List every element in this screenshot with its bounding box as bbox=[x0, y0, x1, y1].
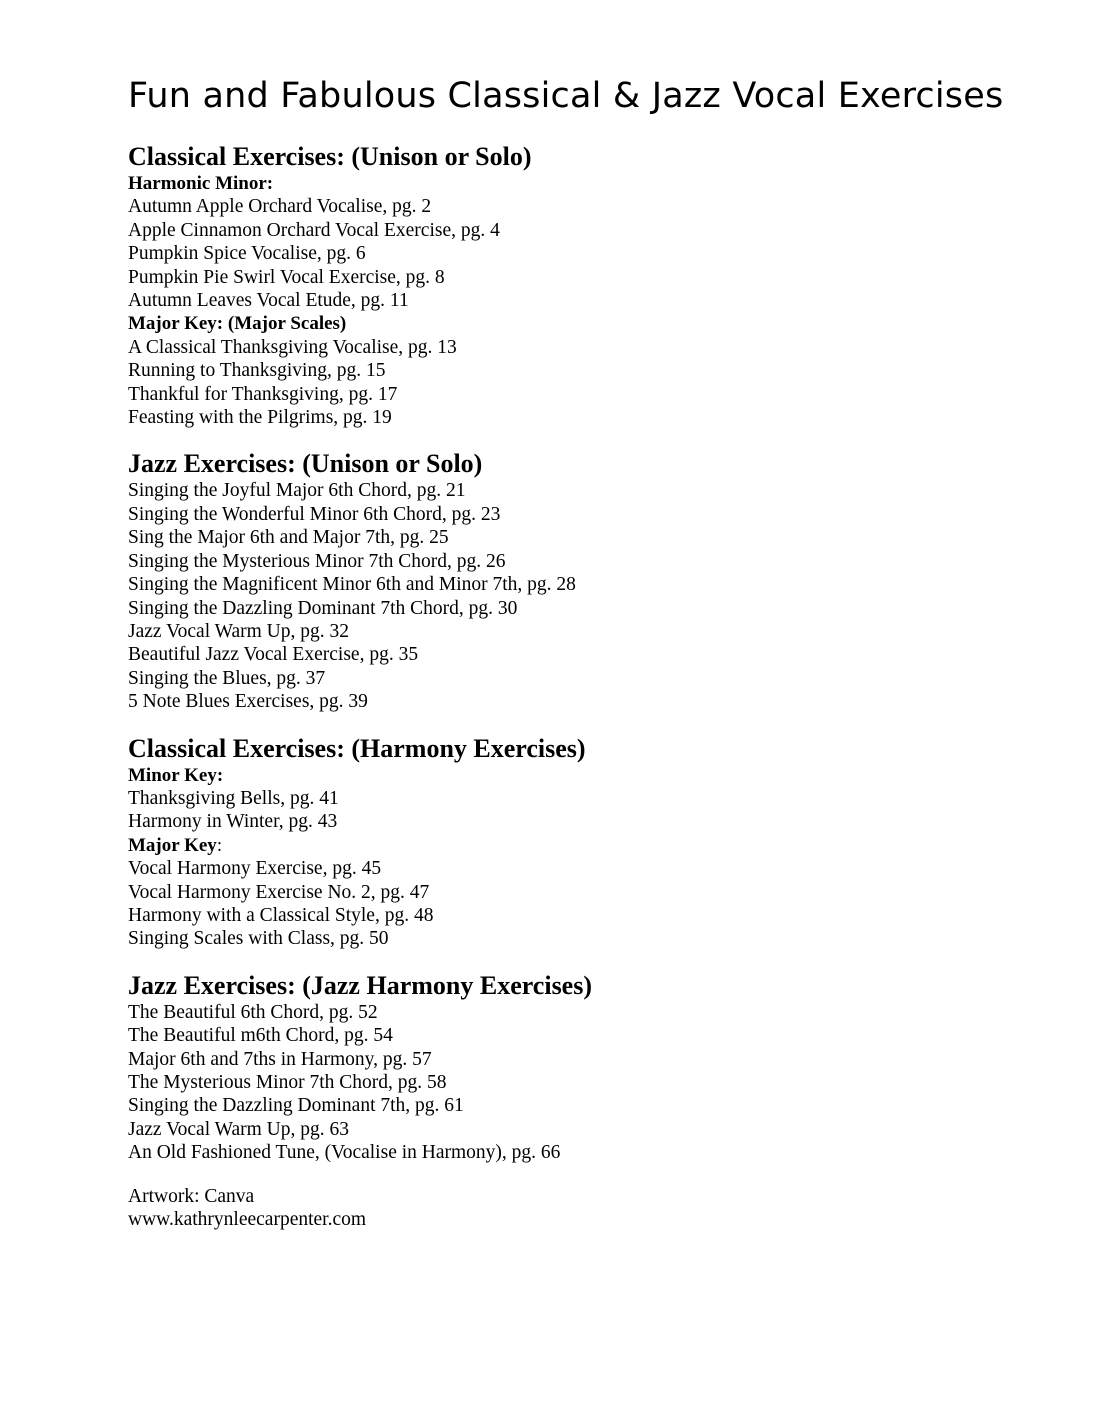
subheading-minor-key: Minor Key: bbox=[128, 764, 224, 786]
list-item: The Beautiful 6th Chord, pg. 52 bbox=[128, 1001, 378, 1023]
list-item: Singing the Magnificent Minor 6th and Minor 7th, pg. 28 bbox=[128, 574, 576, 596]
subheading-label: Major Key bbox=[128, 834, 217, 856]
section-heading: Jazz Exercises: (Jazz Harmony Exercises) bbox=[128, 970, 593, 1000]
subheading-harmonic-minor: Harmonic Minor: bbox=[128, 173, 274, 194]
list-item: Singing the Dazzling Dominant 7th Chord, pg. 30 bbox=[128, 597, 518, 619]
document-title: Fun and Fabulous Classical & Jazz Vocal Exercises bbox=[128, 76, 1004, 116]
document-footer bbox=[128, 1185, 1028, 1232]
subheading-major-key bbox=[128, 834, 1028, 857]
list-item: Vocal Harmony Exercise No. 2, pg. 47 bbox=[128, 881, 430, 903]
section-heading: Classical Exercises: (Harmony Exercises) bbox=[128, 733, 586, 763]
list-item: Vocal Harmony Exercise, pg. 45 bbox=[128, 858, 382, 880]
list-item: Apple Cinnamon Orchard Vocal Exercise, pg. 4 bbox=[128, 219, 500, 241]
section-heading: Jazz Exercises: (Unison or Solo) bbox=[128, 449, 483, 479]
list-item: Feasting with the Pilgrims, pg. 19 bbox=[128, 407, 392, 429]
list-item: Singing the Joyful Major 6th Chord, pg. 21 bbox=[128, 480, 466, 502]
subheading-major-key: Major Key: (Major Scales) bbox=[128, 313, 347, 335]
section-jazz-harmony bbox=[128, 971, 1028, 1165]
list-item: Jazz Vocal Warm Up, pg. 32 bbox=[128, 620, 350, 642]
list-item: Autumn Apple Orchard Vocalise, pg. 2 bbox=[128, 196, 432, 218]
section-jazz-unison bbox=[128, 449, 1028, 713]
artwork-credit: Artwork: Canva bbox=[128, 1185, 255, 1207]
list-item: A Classical Thanksgiving Vocalise, pg. 13 bbox=[128, 336, 457, 358]
section-heading: Classical Exercises: (Unison or Solo) bbox=[128, 142, 532, 171]
list-item: Sing the Major 6th and Major 7th, pg. 25 bbox=[128, 527, 449, 549]
list-item: Singing the Wonderful Minor 6th Chord, pg. 23 bbox=[128, 503, 501, 525]
list-item: Pumpkin Pie Swirl Vocal Exercise, pg. 8 bbox=[128, 266, 445, 288]
list-item: Singing the Dazzling Dominant 7th, pg. 61 bbox=[128, 1095, 464, 1117]
website-url: www.kathrynleecarpenter.com bbox=[128, 1209, 367, 1231]
list-item: Pumpkin Spice Vocalise, pg. 6 bbox=[128, 243, 366, 265]
list-item: Major 6th and 7ths in Harmony, pg. 57 bbox=[128, 1048, 432, 1070]
list-item: Thankful for Thanksgiving, pg. 17 bbox=[128, 383, 398, 405]
section-classical-harmony bbox=[128, 734, 1028, 951]
list-item: Harmony with a Classical Style, pg. 48 bbox=[128, 904, 434, 926]
document-page bbox=[128, 72, 1028, 1231]
list-item: Singing the Blues, pg. 37 bbox=[128, 667, 326, 689]
list-item: Jazz Vocal Warm Up, pg. 63 bbox=[128, 1118, 350, 1140]
list-item: Singing the Mysterious Minor 7th Chord, pg. 26 bbox=[128, 550, 506, 572]
list-item: Beautiful Jazz Vocal Exercise, pg. 35 bbox=[128, 644, 419, 666]
list-item: 5 Note Blues Exercises, pg. 39 bbox=[128, 691, 368, 713]
list-item: Autumn Leaves Vocal Etude, pg. 11 bbox=[128, 290, 409, 312]
list-item: The Beautiful m6th Chord, pg. 54 bbox=[128, 1025, 393, 1047]
list-item: An Old Fashioned Tune, (Vocalise in Harmony), pg. 66 bbox=[128, 1142, 561, 1164]
list-item: The Mysterious Minor 7th Chord, pg. 58 bbox=[128, 1072, 447, 1093]
list-item: Singing Scales with Class, pg. 50 bbox=[128, 928, 389, 950]
section-classical-unison bbox=[128, 142, 1028, 429]
list-item: Thanksgiving Bells, pg. 41 bbox=[128, 787, 339, 809]
subheading-colon: : bbox=[216, 834, 223, 856]
list-item: Running to Thanksgiving, pg. 15 bbox=[128, 360, 386, 382]
list-item: Harmony in Winter, pg. 43 bbox=[128, 811, 338, 833]
